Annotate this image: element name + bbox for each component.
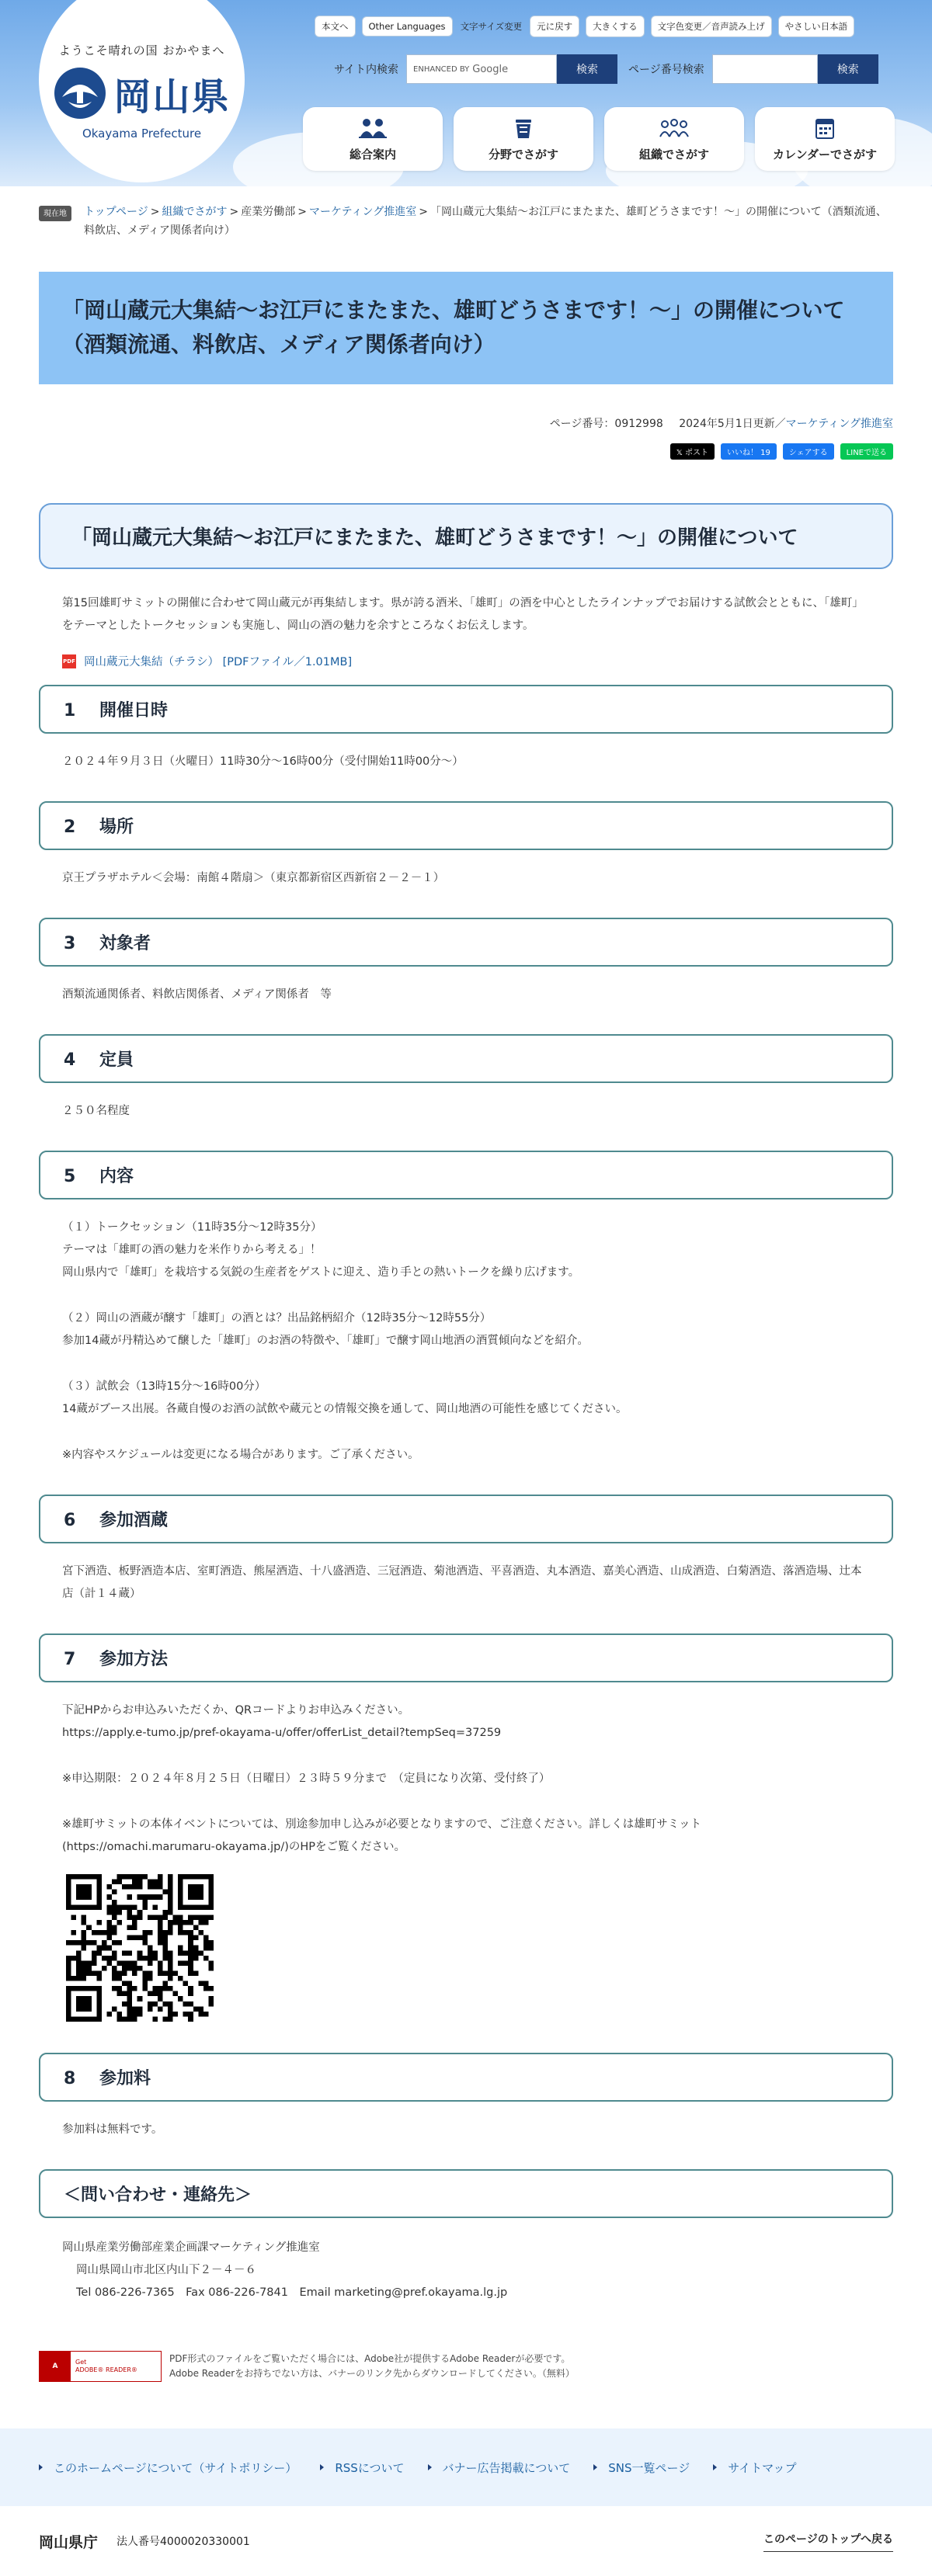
pdf-link-text[interactable]: 岡山蔵元大集結（チラシ） [PDFファイル／1.01MB] [84, 656, 353, 669]
qr-code-image [66, 1874, 214, 2022]
footer-link-site-policy[interactable]: このホームページについて（サイトポリシー） [39, 2460, 297, 2476]
logo-name: 岡山県 [113, 75, 231, 119]
main-nav [303, 107, 895, 171]
adobe-notice-line2: Adobe Readerをお持ちでない方は、バナーのリンク先からダウンロードしてください。（無料） [169, 2368, 575, 2380]
share-buttons [0, 431, 932, 460]
section-heading-breweries: 6 参加酒蔵 [39, 1495, 893, 1543]
logo-catch-copy: ようこそ晴れの国 おかやまへ [58, 43, 225, 57]
utility-links [315, 16, 854, 37]
page-number-input[interactable] [712, 54, 818, 84]
people-icon [357, 116, 388, 140]
facebook-share-button[interactable]: シェアする [783, 443, 834, 460]
section-breweries-text: 宮下酒造、板野酒造本店、室町酒造、熊屋酒造、十八盛酒造、三冠酒造、菊池酒造、平喜酒造、丸本酒造、嘉美心酒造、山成酒造、白菊酒造、落酒造場、辻本店（計１４蔵） [62, 1565, 862, 1601]
triangle-bullet-icon [713, 2464, 717, 2470]
nav-label: 分野でさがす [488, 147, 558, 161]
footer-corporate-number: 法人番号4000020330001 [116, 2536, 250, 2549]
department-link[interactable]: マーケティング推進室 [785, 418, 893, 431]
nav-general-info[interactable] [303, 107, 443, 171]
breadcrumb-department: 産業労働部 [241, 206, 296, 218]
section-heading-target: 3 対象者 [39, 918, 893, 967]
breadcrumb-current: 「岡山蔵元大集結～お江戸にまたまた、雄町どうさまです！～」の開催について（酒類流通、料飲店、メディア関係者向け） [84, 206, 887, 237]
section-date-text: ２０２４年９月３日（火曜日）11時30分～16時00分（受付開始11時00分～） [62, 755, 464, 769]
back-to-top-link[interactable]: このページのトップへ戻る [763, 2531, 893, 2552]
section-heading-capacity: 4 定員 [39, 1034, 893, 1083]
triangle-bullet-icon [428, 2464, 432, 2470]
section-target-text: 酒類流通関係者、料飲店関係者、メディア関係者 等 [62, 988, 332, 1002]
section-heading-venue: 2 場所 [39, 801, 893, 850]
nav-by-field[interactable] [454, 107, 593, 171]
logo-subtitle: Okayama Prefecture [82, 127, 202, 141]
section-fee-text: 参加料は無料です。 [62, 2123, 163, 2137]
site-search-button[interactable]: 検索 [557, 54, 617, 84]
calendar-icon [809, 116, 840, 140]
other-languages-link[interactable]: Other Languages [362, 16, 453, 36]
section-apply-text: 下記HPからお申込みいただくか、QRコードよりお申込みください。 https://apply.e-tumo.jp/pref-okayama-u/offer/offerList_detail?tempSeq=37259 ※申込期限：２０２４年８月２５日（日曜日）２３時５９分まで （定員になり次第、受付終了） ※雄町サミットの本体イベントについては、別途参加申し込みが必要となりますので、ご注意ください。詳しくは雄町サミット (https://omachi.marumaru-okayama.jp/)のHPをご覧ください。 [62, 1699, 870, 1859]
skip-to-main-link[interactable]: 本文へ [315, 16, 356, 37]
page-meta: ページ番号：0912998 2024年5月1日更新／マーケティング推進室 [549, 418, 893, 431]
easy-japanese-link[interactable]: やさしい日本語 [778, 16, 855, 37]
line-share-button[interactable]: LINEで送る [840, 443, 893, 460]
breadcrumb-top[interactable]: トップページ [84, 206, 148, 218]
section-heading-how-to-apply: 7 参加方法 [39, 1633, 893, 1682]
nav-label: カレンダーでさがす [772, 147, 878, 161]
adobe-reader-notice [39, 2351, 893, 2382]
section-heading-fee: 8 参加料 [39, 2053, 893, 2102]
site-header [0, 0, 932, 186]
breadcrumb-marketing[interactable]: マーケティング推進室 [308, 206, 417, 218]
apply-url[interactable]: https://apply.e-tumo.jp/pref-okayama-u/offer/offerList_detail?tempSeq=37259 [62, 1727, 502, 1740]
breadcrumb: 現在地 トップページ > 組織でさがす > 産業労働部 > マーケティング推進室 > 「岡山蔵元大集結～お江戸にまたまた、雄町どうさまです！～」の開催について（酒類流通、料飲店、メディア関係者向け） [0, 186, 932, 241]
organization-icon [659, 116, 690, 140]
content-heading: 「岡山蔵元大集結～お江戸にまたまた、雄町どうさまです！～」の開催について [39, 503, 893, 569]
nav-by-calendar[interactable] [755, 107, 895, 171]
footer-link-sitemap[interactable]: サイトマップ [713, 2460, 796, 2476]
enhanced-by-label: ENHANCED BY [413, 64, 470, 74]
pdf-download-link[interactable] [62, 653, 870, 669]
updated-date: 2024年5月1日更新 [679, 418, 775, 431]
footer-link-banner-ads[interactable]: バナー広告掲載について [428, 2460, 571, 2476]
color-voice-link[interactable]: 文字色変更／音声読み上げ [651, 16, 772, 37]
triangle-bullet-icon [39, 2464, 43, 2470]
footer-org-name: 岡山県庁 [39, 2533, 99, 2551]
search-area [334, 54, 878, 84]
nav-by-organization[interactable] [604, 107, 744, 171]
page-search-label: ページ番号検索 [628, 64, 704, 76]
trash-icon [508, 116, 539, 140]
footer-link-rss[interactable]: RSSについて [320, 2460, 404, 2476]
nav-label: 組織でさがす [638, 147, 709, 161]
site-search-input[interactable] [406, 54, 557, 84]
font-size-reset-button[interactable]: 元に戻す [530, 16, 579, 37]
site-search-label: サイト内検索 [334, 64, 399, 76]
contact-info: 岡山県産業労働部産業企画課マーケティング推進室 岡山県岡山市北区内山下２－４－６ Tel 086-226-7365 Fax 086-226-7841 Email marketing@pref.okayama.lg.jp [62, 2241, 508, 2300]
site-logo[interactable] [39, 0, 245, 182]
section-heading-date: 1 開催日時 [39, 685, 893, 734]
page-title-box [39, 272, 893, 385]
page-number: ページ番号：0912998 [549, 418, 663, 431]
facebook-like-button[interactable]: いいね！ 19 [721, 443, 777, 460]
adobe-reader-banner[interactable]: A Get ADOBE® READER® [39, 2351, 162, 2382]
adobe-logo-icon: A [40, 2352, 71, 2381]
section-capacity-text: ２５０名程度 [62, 1105, 130, 1118]
page-search-button[interactable]: 検索 [818, 54, 878, 84]
section-content-text: （１）トークセッション（11時35分～12時35分） テーマは「雄町の酒の魅力を米作りから考える」！ 岡山県内で「雄町」を栽培する気鋭の生産者をゲストに迎え、造り手との熱いトークを繰り広げます。 （２）岡山の酒蔵が醸す「雄町」の酒とは？出品銘柄紹介（12時35分～12時55分） 参加14蔵が丹精込めて醸した「雄町」のお酒の特徴や、「雄町」で醸す岡山地酒の酒質傾向などを紹介。 （３）試飲会（13時15分～16時00分） 14蔵がブース出展。各蔵自慢のお酒の試飲や蔵元との情報交換を通して、岡山地酒の可能性を感じてください。 ※内容やスケジュールは変更になる場合があります。ご了承ください。 [62, 1221, 628, 1462]
intro-text: 第15回雄町サミットの開催に合わせて岡山蔵元が再集結します。県が誇る酒米、「雄町」の酒を中心としたラインナップでお届けする試飲会とともに、「雄町」をテーマとしたトークセッションも実施し、岡山の酒の魅力を余すところなくお伝えします。 [62, 597, 864, 633]
prefecture-emblem-icon [53, 66, 107, 120]
section-venue-text: 京王プラザホテル＜会場：南館４階扇＞（東京都新宿区西新宿２－２－１） [62, 872, 445, 885]
current-location-badge: 現在地 [39, 206, 71, 221]
breadcrumb-organization[interactable]: 組織でさがす [162, 206, 228, 218]
section-heading-content: 5 内容 [39, 1151, 893, 1199]
footer-bottom [0, 2506, 932, 2576]
nav-label: 総合案内 [349, 147, 396, 161]
adobe-notice-line1: PDF形式のファイルをご覧いただく場合には、Adobe社が提供するAdobe Readerが必要です。 [169, 2353, 571, 2364]
font-size-larger-button[interactable]: 大きくする [586, 16, 645, 37]
contact-heading: ＜問い合わせ・連絡先＞ [39, 2169, 893, 2218]
x-post-button[interactable]: 𝕏 ポスト [670, 443, 715, 460]
font-size-label: 文字サイズ変更 [460, 21, 523, 32]
pdf-icon: PDF [62, 654, 76, 668]
page-title: 「岡山蔵元大集結～お江戸にまたまた、雄町どうさまです！～」の開催について（酒類流通、料飲店、メディア関係者向け） [62, 297, 845, 358]
triangle-bullet-icon [593, 2464, 597, 2470]
google-label: Google [472, 63, 509, 75]
footer-links [0, 2428, 932, 2506]
footer-link-sns[interactable]: SNS一覧ページ [593, 2460, 690, 2476]
triangle-bullet-icon [320, 2464, 324, 2470]
